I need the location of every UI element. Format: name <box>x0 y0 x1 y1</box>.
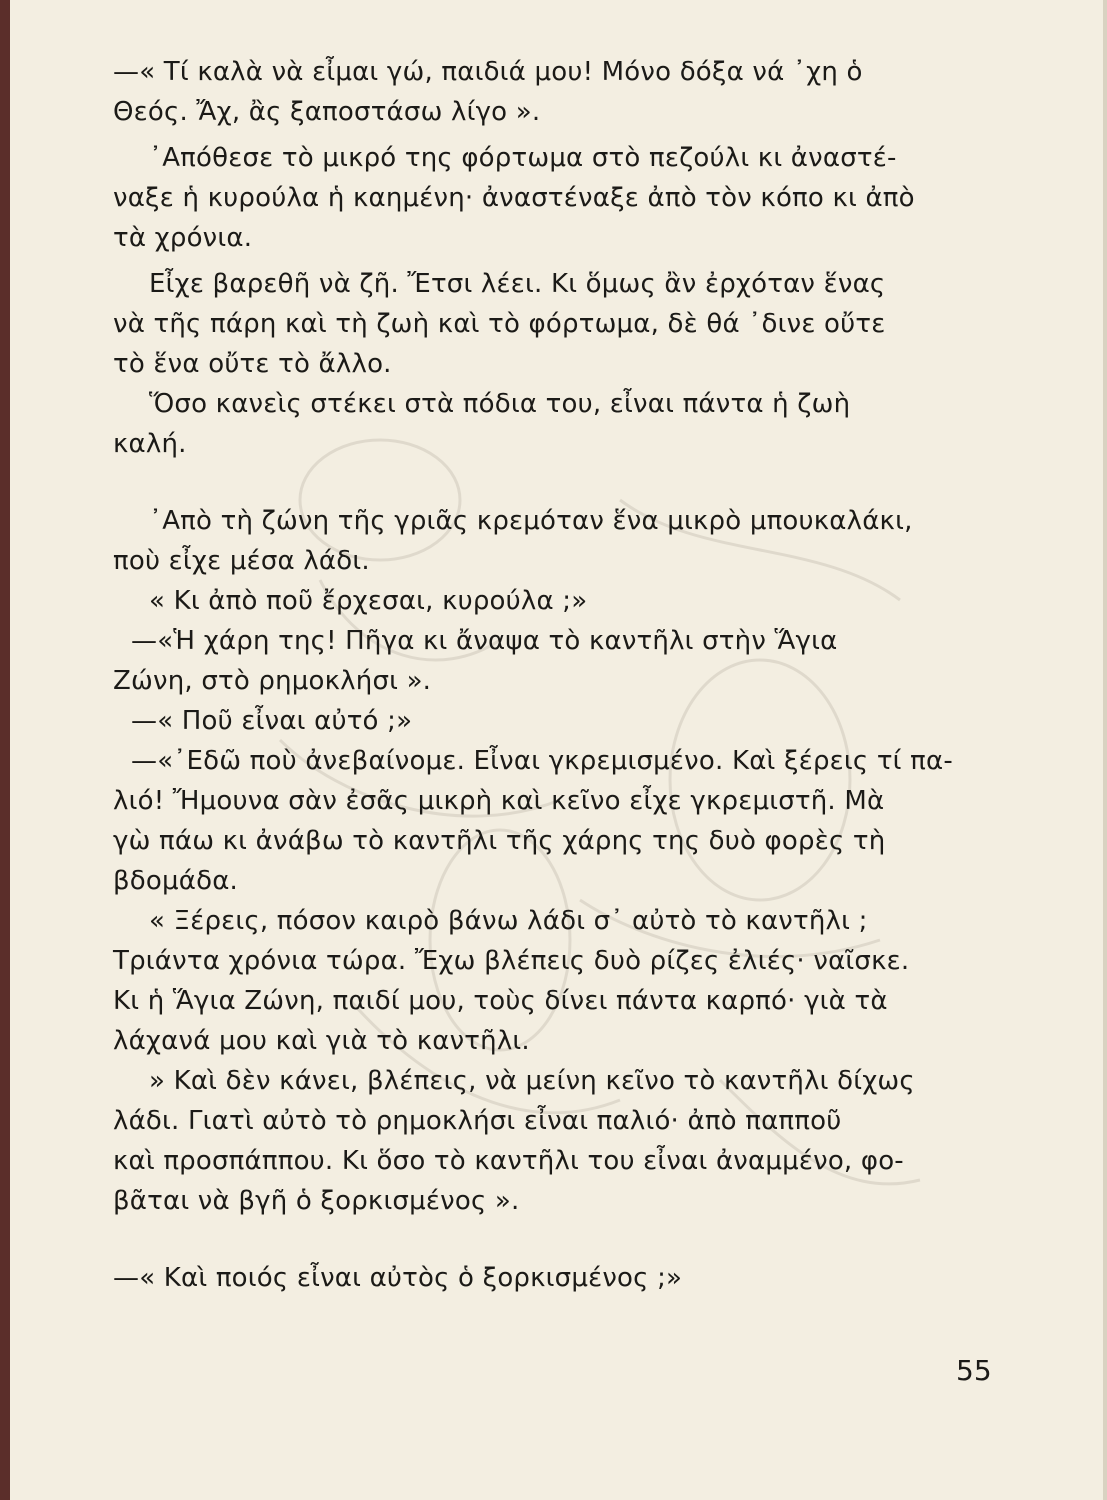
text-line: λάδι. Γιατὶ αὐτὸ τὸ ρημοκλήσι εἶναι παλιό· ἀπὸ παπποῦ <box>113 1106 842 1136</box>
text-line: βᾶται νὰ βγῆ ὁ ξορκισμένος ». <box>113 1186 520 1216</box>
text-line: ναξε ἡ κυρούλα ἡ καημένη· ἀναστέναξε ἀπὸ τὸν κόπο κι ἀπὸ <box>113 183 915 213</box>
text-line: —« Καὶ ποιός εἶναι αὐτὸς ὁ ξορκισμένος ;» <box>113 1263 683 1293</box>
text-line: Ὅσο κανεὶς στέκει στὰ πόδια του, εἶναι πάντα ἡ ζωὴ <box>149 389 851 419</box>
section-gap <box>113 464 983 501</box>
text-line: Εἶχε βαρεθῆ νὰ ζῆ. Ἔτσι λέει. Κι ὅμως ἂν ἐρχόταν ἕνας <box>149 269 886 299</box>
body-text <box>113 52 983 1298</box>
text-line: —«᾽Εδῶ ποὺ ἀνεβαίνομε. Εἶναι γκρεμισμένο. Καὶ ξέρεις τί πα- <box>131 746 953 776</box>
text-line: « Κι ἀπὸ ποῦ ἔρχεσαι, κυρούλα ;» <box>149 586 588 616</box>
text-line: ᾽Απὸ τὴ ζώνη τῆς γριᾶς κρεμόταν ἕνα μικρὸ μπουκαλάκι, <box>149 506 913 536</box>
text-line: —«Ἡ χάρη της! Πῆγα κι ἄναψα τὸ καντῆλι στὴν Ἅγια <box>131 626 838 656</box>
text-line: λιό! Ἤμουνα σὰν ἐσᾶς μικρὴ καὶ κεῖνο εἶχε γκρεμιστῆ. Μὰ <box>113 786 885 816</box>
text-line: —« Ποῦ εἶναι αὐτό ;» <box>131 706 413 736</box>
text-line: ποὺ εἶχε μέσα λάδι. <box>113 546 370 576</box>
section-gap <box>113 1221 983 1258</box>
text-line: τὰ χρόνια. <box>113 223 253 253</box>
text-line: Τριάντα χρόνια τώρα. Ἔχω βλέπεις δυὸ ρίζες ἐλιές· ναῖσκε. <box>113 946 910 976</box>
text-line: καὶ προσπάππου. Κι ὅσο τὸ καντῆλι του εἶναι ἀναμμένο, φο- <box>113 1146 904 1176</box>
text-line: τὸ ἕνα οὔτε τὸ ἄλλο. <box>113 349 392 379</box>
text-line: Κι ἡ Ἅγια Ζώνη, παιδί μου, τοὺς δίνει πάντα καρπό· γιὰ τὰ <box>113 986 888 1016</box>
text-line: γὼ πάω κι ἀνάβω τὸ καντῆλι τῆς χάρης της δυὸ φορὲς τὴ <box>113 826 886 856</box>
text-line: βδομάδα. <box>113 866 238 896</box>
text-line: » Καὶ δὲν κάνει, βλέπεις, νὰ μείνη κεῖνο τὸ καντῆλι δίχως <box>149 1066 915 1096</box>
text-line: « Ξέρεις, πόσον καιρὸ βάνω λάδι σ᾽ αὐτὸ τὸ καντῆλι ; <box>149 906 868 936</box>
text-line: καλή. <box>113 429 187 459</box>
text-line: —« Τί καλὰ νὰ εἶμαι γώ, παιδιά μου! Μόνο δόξα νά ᾽χη ὁ <box>113 57 863 87</box>
text-line: Ζώνη, στὸ ρημοκλήσι ». <box>113 666 432 696</box>
text-line: ᾽Απόθεσε τὸ μικρό της φόρτωμα στὸ πεζούλι κι ἀναστέ- <box>149 143 897 173</box>
text-line: λάχανά μου καὶ γιὰ τὸ καντῆλι. <box>113 1026 530 1056</box>
book-spine-edge <box>0 0 10 1500</box>
page-edge <box>1103 0 1107 1500</box>
text-line: Θεός. Ἄχ, ἂς ξαποστάσω λίγο ». <box>113 97 541 127</box>
text-line: νὰ τῆς πάρη καὶ τὴ ζωὴ καὶ τὸ φόρτωμα, δὲ θά ᾽δινε οὔτε <box>113 309 886 339</box>
page-number: 55 <box>956 1354 992 1387</box>
